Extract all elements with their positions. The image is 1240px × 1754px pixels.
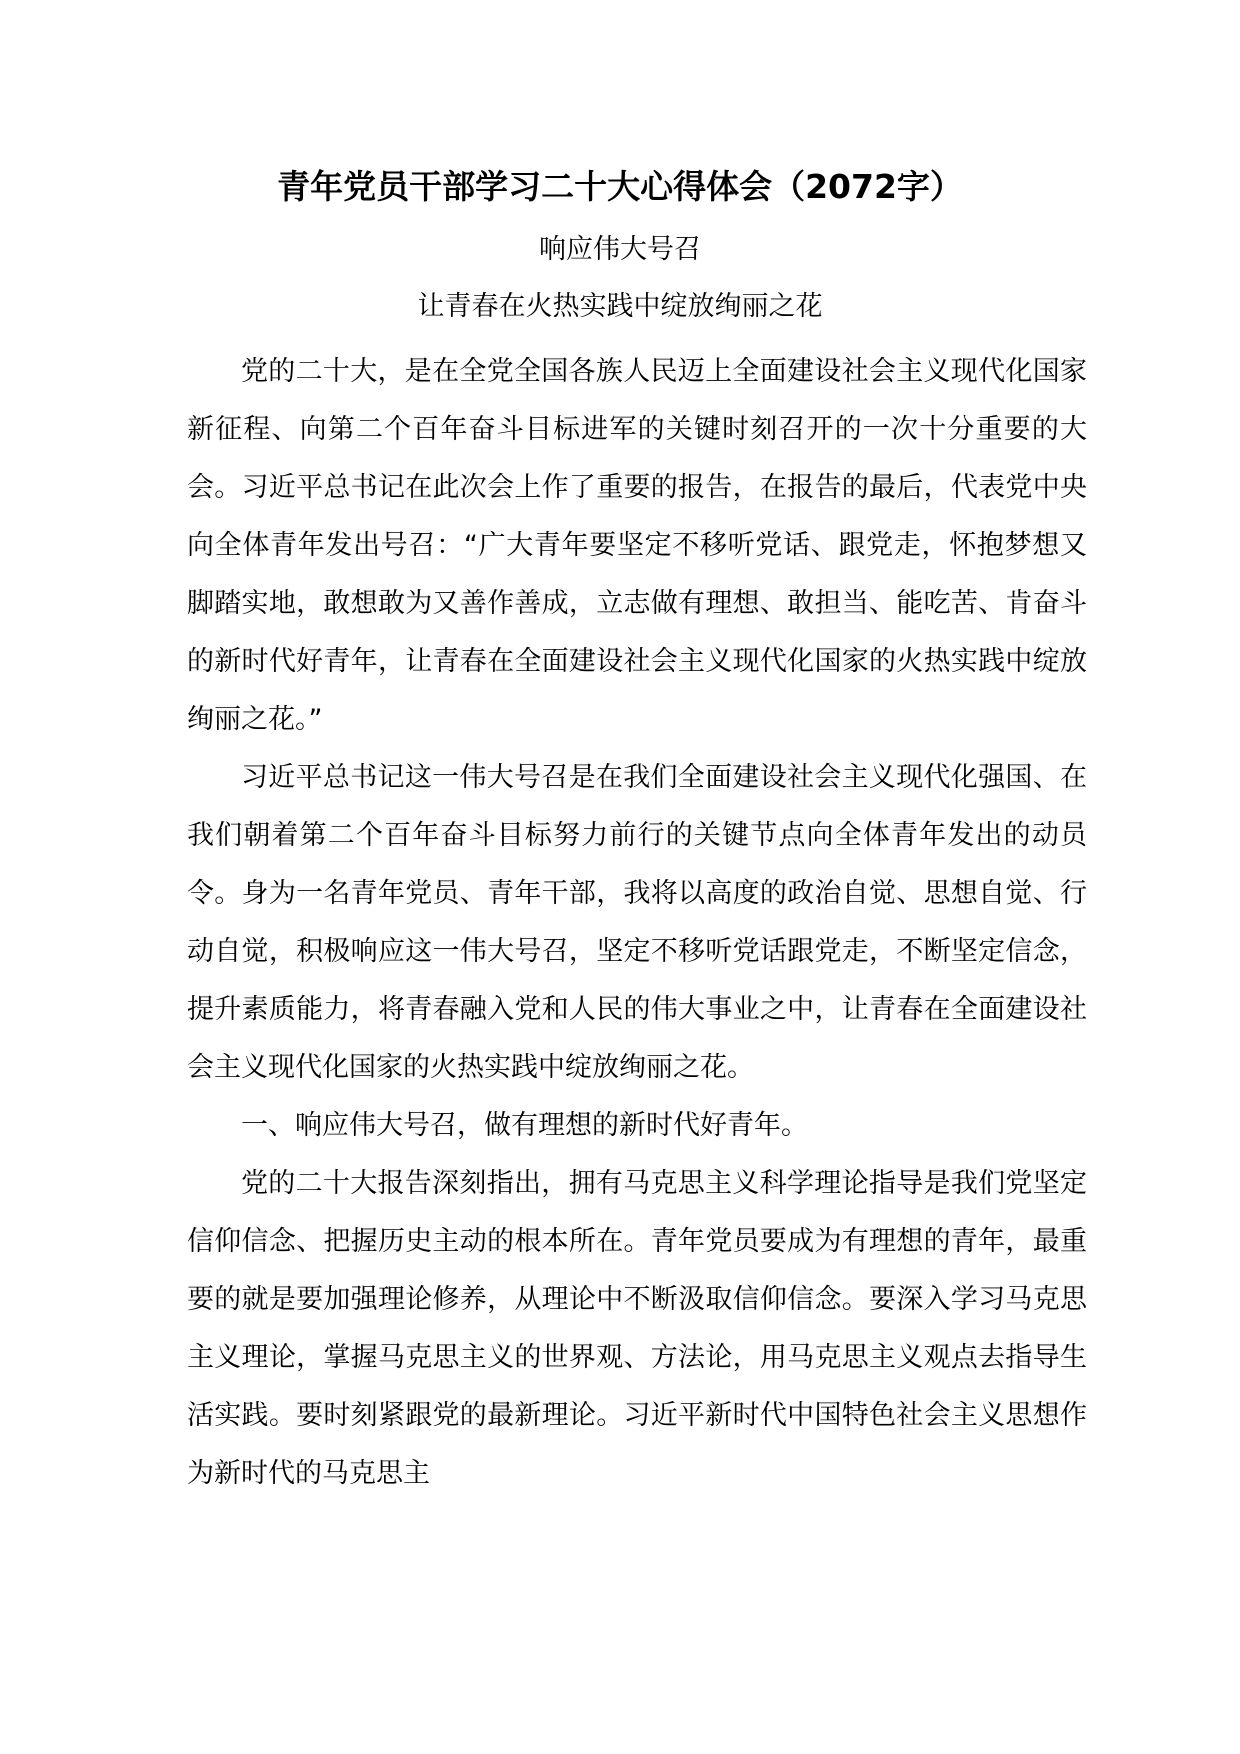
- document-body: [187, 343, 1087, 1503]
- paragraph-3: 党的二十大报告深刻指出，拥有马克思主义科学理论指导是我们党坚定信仰信念、把握历史主动的根本所在。青年党员要成为有理想的青年，最重要的就是要加强理论修养，从理论中不断汲取信仰信念。要深入学习马克思主义理论，掌握马克思主义的世界观、方法论，用马克思主义观点去指导生活实践。要时刻紧跟党的最新理论。习近平新时代中国特色社会主义思想作为新时代的马克思主: [187, 1168, 1087, 1489]
- paragraph-1: 党的二十大，是在全党全国各族人民迈上全面建设社会主义现代化国家新征程、向第二个百年奋斗目标进军的关键时刻召开的一次十分重要的大会。习近平总书记在此次会上作了重要的报告，在报告的最后，代表党中央向全体青年发出号召：“广大青年要坚定不移听党话、跟党走，怀抱梦想又脚踏实地，敢想敢为又善作善成，立志做有理想、敢担当、能吃苦、肯奋斗的新时代好青年，让青春在全面建设社会主义现代化国家的火热实践中绽放绚丽之花。”: [187, 356, 1087, 735]
- paragraph-2: 习近平总书记这一伟大号召是在我们全面建设社会主义现代化强国、在我们朝着第二个百年奋斗目标努力前行的关键节点向全体青年发出的动员令。身为一名青年党员、青年干部，我将以高度的政治自觉、思想自觉、行动自觉，积极响应这一伟大号召，坚定不移听党话跟党走，不断坚定信念，提升素质能力，将青春融入党和人民的伟大事业之中，让青春在全面建设社会主义现代化国家的火热实践中绽放绚丽之花。: [187, 762, 1087, 1083]
- document-title: 青年党员干部学习二十大心得体会（2072字）: [277, 167, 963, 206]
- section-heading-1: 一、响应伟大号召，做有理想的新时代好青年。: [241, 1110, 808, 1141]
- subtitle-line-1: 响应伟大号召: [539, 234, 701, 265]
- subtitle-line-2: 让青春在火热实践中绽放绚丽之花: [417, 291, 823, 322]
